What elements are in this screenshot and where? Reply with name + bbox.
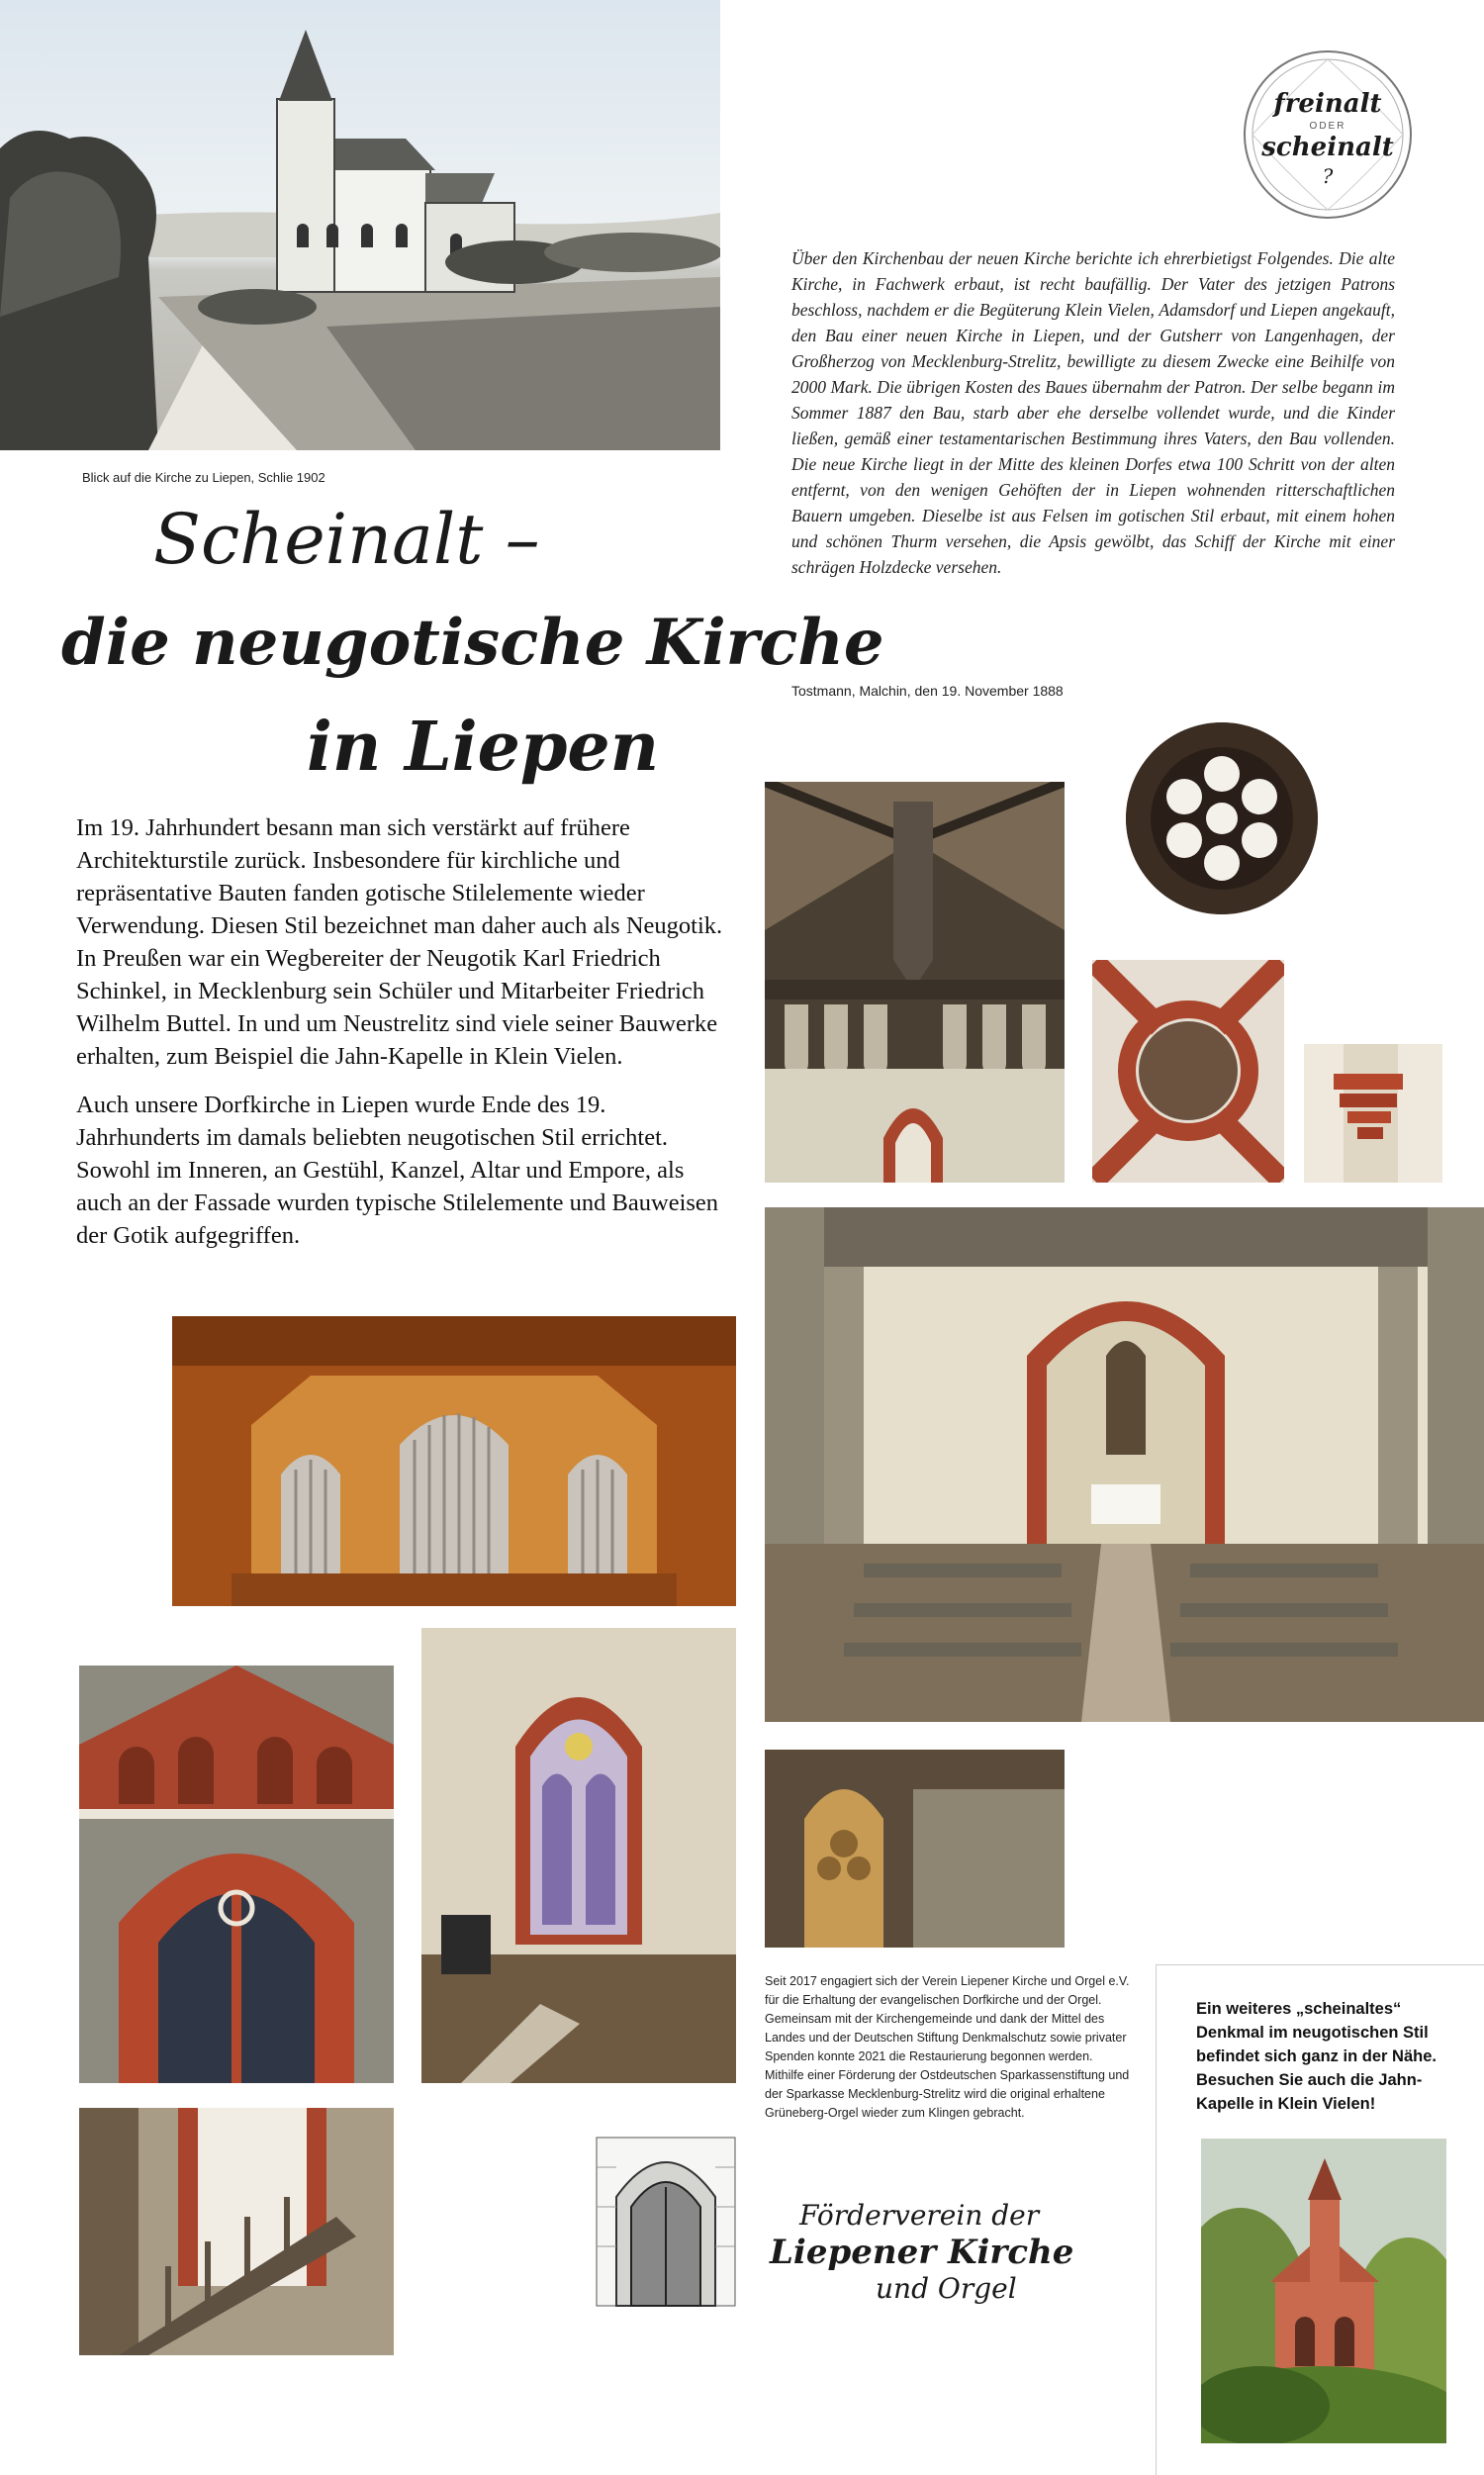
jahn-kapelle-painting [1201,2139,1446,2443]
intro-paragraph-2: Auch unsere Dorfkirche in Liepen wurde Ende des 19. Jahrhunderts im damals beliebten neugotischen Stil errichtet. Sowohl im Inneren, an Gestühl, Kanzel, Altar und Empore, als auch an der Fassade wurden typische Stilelemente und Bauweisen der Gotik aufgegriffen. [76,1092,719,1249]
logo-line-3: scheinalt [1261,133,1394,162]
page-title-line-1: Scheinalt – [153,499,540,580]
stained-glass-window-photo [421,1628,736,2083]
rose-window-photo [1126,722,1318,914]
page-title-line-3: in Liepen [307,708,660,787]
pulpit-staircase-photo [79,2108,394,2355]
verein-logo-line-1: Förderverein der [799,2199,1040,2232]
logo-line-1: freinalt [1273,89,1382,119]
jahn-kapelle-box [1156,1964,1484,2475]
jahn-kapelle-text: Ein weiteres „scheinaltes“ Denkmal im neugotischen Stil befindet sich ganz in der Nähe. Besuchen Sie auch die Jahn-Kapelle in Klein Vielen! [1196,2000,1437,2113]
church-door-sketch [587,2118,745,2316]
verein-logo-line-3: und Orgel [876,2272,1017,2305]
brick-corbel-photo [1304,1044,1442,1183]
logo-line-4: ? [1322,164,1334,188]
organ-photo [172,1316,736,1606]
brick-round-window-photo [1092,960,1284,1183]
pew-end-carving-photo [765,1750,1065,1948]
page-title-line-2: die neugotische Kirche [61,606,884,680]
nave-interior-photo [765,1207,1484,1722]
intro-text [76,811,724,1268]
gable-window-photo [79,1666,394,2083]
intro-paragraph-1: Im 19. Jahrhundert besann man sich verstärkt auf frühere Architekturstile zurück. Insbesondere für kirchliche und repräsentative Bauten fanden gotische Stilelemente wieder Verwendung. Diesen Stil bezeichnet man daher auch als Neugotik. In Preußen war ein Wegbereiter der Neugotik Karl Friedrich Schinkel, in Mecklenburg sein Schüler und Mitarbeiter Friedrich Wilhelm Buttel. In und um Neustrelitz sind viele seiner Bauwerke erhalten, zum Beispiel die Jahn-Kapelle in Klein Vielen. [76,814,723,1070]
verein-logo-line-2: Liepener Kirche [770,2233,1074,2272]
verein-text: Seit 2017 engagiert sich der Verein Liepener Kirche und Orgel e.V. für die Erhaltung der evangelischen Dorfkirche und der Orgel. Gemeinsam mit der Kirchengemeinde und dank der Mittel des Landes und der Deutschen Stiftung Denkmalschutz sowie privater Spenden konnte 2021 die Restaurierung begonnen werden. Mithilfe einer Förderung der Ostdeutschen Sparkassenstiftung und der Sparkasse Mecklenburg-Strelitz wird die original erhaltene Grüneberg-Orgel wieder zum Klingen gebracht. [765,1974,1130,2120]
historic-photo-caption: Blick auf die Kirche zu Liepen, Schlie 1902 [82,470,325,485]
ceiling-photo [765,782,1065,1183]
church-historic-photo [0,0,720,450]
quote-signature: Tostmann, Malchin, den 19. November 1888 [791,683,1064,699]
logo-line-2: ODER [1309,121,1346,132]
scheinalt-logo [1241,48,1415,222]
historic-report-quote: Über den Kirchenbau der neuen Kirche berichte ich ehrerbietigst Folgendes. Die alte Kirche, in Fachwerk erbaut, ist recht baufällig. Der Vater des jetzigen Patrons beschloss, nachdem er die Begüterung Klein Vielen, Adamsdorf und Liepen angekauft, den Bau einer neuen Kirche in Liepen, und der Gutsherr von Langenhagen, der Großherzog von Mecklenburg-Strelitz, bewilligte zu diesem Zwecke eine Beihilfe von 2000 Mark. Die übrigen Kosten des Baues übernahm der Patron. Der selbe begann im Sommer 1887 den Bau, starb aber ehe derselbe vollendet wurde, und die Kinder ließen, gemäß einer testamentarischen Bestimmung ihres Vaters, den Bau vollenden. Die neue Kirche liegt in der Mitte des kleinen Dorfes etwa 100 Schritt von der alten entfernt, von den wenigen Gehöften der in Liepen wohnenden ritterschaftlichen Bauern umgeben. Dieselbe ist aus Felsen im gotischen Stil erbaut, mit einem hohen und schönen Thurm versehen, die Apsis gewölbt, das Schiff der Kirche mit einer schrägen Holzdecke versehen. [791,248,1395,577]
